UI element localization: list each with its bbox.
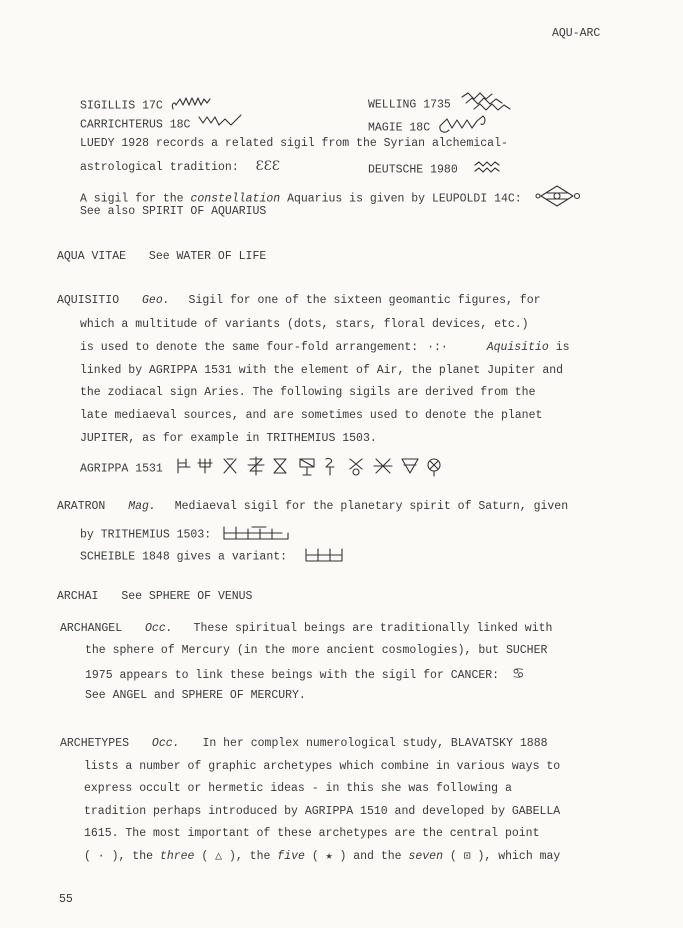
syrian-sigil-glyph: ƐƐƐ	[255, 159, 280, 174]
luedy-line-2	[80, 160, 280, 175]
deutsche-ref: DEUTSCHE 1980	[368, 163, 458, 177]
archetypes-tag: Occ.	[151, 737, 180, 750]
aquisitio-line-8	[80, 455, 444, 482]
jupiter-sigils-row-icon	[174, 455, 444, 482]
archetypes-text-6b: ( △ ), the	[201, 850, 271, 863]
archai-text: See SPHERE OF VENUS	[121, 590, 253, 603]
aquisitio-line-7: JUPITER, as for example in TRITHEMIUS 1503.	[80, 432, 377, 445]
archangel-head: ARCHANGEL	[60, 622, 123, 635]
double-wave-sigil-icon	[473, 160, 501, 179]
aquisitio-tag: Geo.	[142, 294, 170, 307]
carrichterus-ref: CARRICHTERUS 18C	[80, 118, 191, 132]
archangel-tag: Occ.	[145, 622, 173, 635]
archetypes-line-2: lists a number of graphic archetypes which combine in various ways to	[84, 760, 561, 773]
archetypes-line-3: express occult or hermetic ideas - in this she was following a	[84, 782, 512, 795]
archetypes-seven: seven	[408, 850, 443, 863]
leupoldi-text-b: Aquarius is given by LEUPOLDI 14C:	[287, 192, 522, 206]
archetypes-line-4: tradition perhaps introduced by AGRIPPA 1510 and developed by GABELLA	[84, 805, 561, 818]
aquisitio-italic-name: Aquisitio	[486, 341, 549, 354]
aquisitio-text-3: is used to denote the same four-fold arrangement:	[80, 341, 419, 354]
archetypes-five: five	[277, 850, 305, 863]
archetypes-line-5: 1615. The most important of these archetypes are the central point	[84, 827, 540, 840]
aratron-line-2	[80, 523, 292, 546]
archetypes-text-6c: ( ★ ) and the	[311, 850, 402, 863]
aquisitio-line-2: which a multitude of variants (dots, stars, floral devices, etc.)	[80, 318, 529, 331]
aquisitio-line-1	[57, 294, 541, 308]
see-also-aquarius: See also SPIRIT OF AQUARIUS	[80, 205, 267, 218]
carrichterus-line	[80, 113, 243, 136]
aratron-text-3: SCHEIBLE 1848 gives a variant:	[80, 550, 288, 564]
zigzag-sigil-icon	[197, 113, 243, 136]
archangel-text-3: 1975 appears to link these beings with the sigil for CANCER:	[85, 669, 500, 682]
archetypes-text-6d: ( ⊡ ), which may	[449, 850, 561, 863]
aratron-sigil-icon	[222, 523, 292, 546]
archangel-line-2: the sphere of Mercury (in the more ancient cosmologies), but SUCHER	[85, 644, 548, 657]
leupoldi-text-a: A sigil for the	[80, 192, 184, 206]
welling-ref: WELLING 1735	[368, 98, 451, 112]
aquisitio-text-1: Sigil for one of the sixteen geomantic figures, for	[188, 294, 541, 307]
deutsche-line	[368, 160, 501, 179]
archetypes-line-6	[84, 850, 560, 864]
archai-head: ARCHAI	[57, 590, 99, 603]
luedy-text: astrological tradition:	[80, 161, 239, 174]
luedy-line-1: LUEDY 1928 records a related sigil from the Syrian alchemical-	[80, 137, 508, 150]
aratron-head: ARATRON	[57, 500, 106, 513]
aquisitio-head: AQUISITIO	[57, 294, 120, 307]
archetypes-three: three	[159, 850, 195, 863]
archetypes-head: ARCHETYPES	[60, 737, 130, 750]
aratron-line-1	[57, 500, 568, 514]
archetypes-text-6a: ( · ), the	[84, 850, 154, 863]
aquisitio-line-6: late mediaeval sources, and are sometimes used to denote the planet	[80, 409, 543, 422]
archangel-line-4: See ANGEL and SPHERE OF MERCURY.	[85, 689, 306, 702]
aratron-text-1: Mediaeval sigil for the planetary spirit of Saturn, given	[174, 500, 569, 513]
aquisitio-line-3	[80, 341, 570, 355]
archetypes-line-1	[60, 737, 548, 751]
constellation-sigil-icon	[535, 184, 581, 213]
archangel-line-1	[60, 622, 552, 636]
aratron-variant-sigil-icon	[304, 545, 346, 568]
magie-ref: MAGIE 18C	[368, 121, 431, 135]
archangel-text-1: These spiritual beings are traditionally linked with	[193, 622, 553, 635]
aqua-vitae-text: See WATER OF LIFE	[148, 250, 267, 263]
aquisitio-line-4: linked by AGRIPPA 1531 with the element of Air, the planet Jupiter and	[80, 364, 564, 377]
cancer-sign-glyph: ♋	[511, 666, 525, 682]
aquisitio-line-5: the zodiacal sign Aries. The following sigils are derived from the	[80, 386, 536, 399]
archai-entry	[57, 590, 252, 604]
aratron-line-3	[80, 545, 346, 568]
agrippa-ref: AGRIPPA 1531	[80, 462, 163, 476]
archetypes-text-1: In her complex numerological study, BLAVATSKY 1888	[202, 737, 548, 750]
geomantic-figure-glyph: ·:·	[427, 341, 448, 354]
running-head: AQU-ARC	[552, 27, 601, 40]
aratron-tag: Mag.	[128, 500, 156, 513]
aqua-vitae-entry	[57, 250, 266, 264]
aqua-vitae-head: AQUA VITAE	[57, 250, 127, 263]
aquisitio-text-3-end: is	[555, 341, 570, 354]
page-number: 55	[59, 893, 73, 906]
sigillis-ref: SIGILLIS 17C	[80, 99, 163, 113]
archangel-line-3	[85, 667, 525, 683]
aratron-text-2: by TRITHEMIUS 1503:	[80, 528, 212, 542]
leupoldi-italic: constellation	[190, 192, 281, 206]
